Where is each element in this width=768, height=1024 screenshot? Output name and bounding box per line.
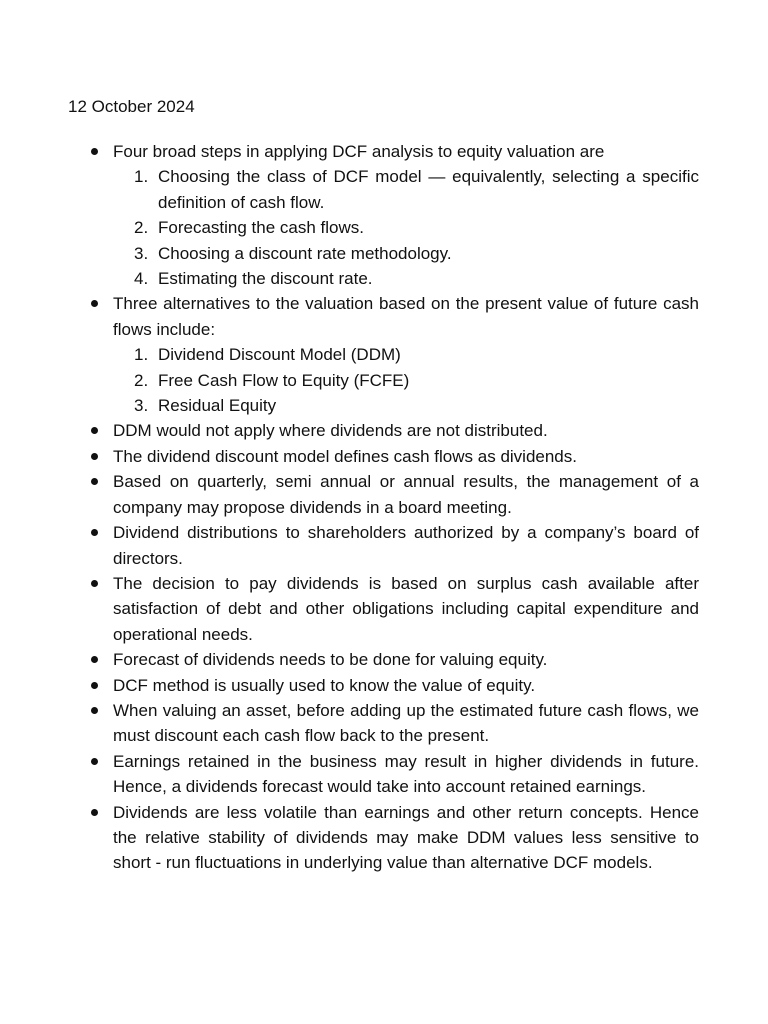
numbered-item [134, 241, 699, 266]
bullet-dot-icon [91, 758, 98, 765]
bullet-dot-icon [91, 300, 98, 307]
bullet-text: Earnings retained in the business may result in higher dividends in future. Hence, a dividends forecast would take into account retained earnings. [113, 751, 699, 797]
numbered-item [134, 368, 699, 393]
bullet-dot-icon [91, 707, 98, 714]
bullet-dot-icon [91, 478, 98, 485]
bullet-item [113, 291, 699, 418]
bullet-item [113, 444, 699, 469]
numbered-item [134, 266, 699, 291]
bullet-text: Dividend distributions to shareholders authorized by a company’s board of directors. [113, 523, 699, 568]
numbered-sublist [113, 164, 699, 291]
item-text: Residual Equity [158, 396, 277, 416]
bullet-item [113, 673, 699, 698]
bullet-item [113, 520, 699, 571]
item-text: Forecasting the cash flows. [158, 218, 364, 238]
bullet-text: Based on quarterly, semi annual or annual results, the management of a company may propose dividends in a board meeting. [113, 472, 699, 517]
bullet-item [113, 469, 699, 520]
numbered-sublist [113, 342, 699, 418]
bullet-list [113, 139, 699, 876]
bullet-text: Forecast of dividends needs to be done for valuing equity. [113, 650, 548, 670]
bullet-item [113, 139, 699, 291]
bullet-text: When valuing an asset, before adding up the estimated future cash flows, we must discount each cash flow back to the present. [113, 700, 699, 746]
numbered-item [134, 393, 699, 418]
numbered-item [134, 164, 699, 215]
bullet-item [113, 800, 699, 876]
bullet-item [113, 418, 699, 443]
item-text: Estimating the discount rate. [158, 269, 373, 289]
bullet-dot-icon [91, 427, 98, 434]
bullet-text: The decision to pay dividends is based on surplus cash available after satisfaction of debt and other obligations including capital expenditure and operational needs. [113, 573, 699, 644]
bullet-text: Three alternatives to the valuation based on the present value of future cash flows include: [113, 294, 699, 339]
bullet-item [113, 647, 699, 672]
item-number: 2. [134, 370, 149, 390]
bullet-text: Dividends are less volatile than earnings and other return concepts. Hence the relative stability of dividends may make DDM values less sensitive to short - run fluctuations in underlying value than alternative DCF models. [113, 802, 699, 873]
bullet-dot-icon [91, 656, 98, 663]
bullet-dot-icon [91, 682, 98, 689]
item-number: 3. [134, 243, 149, 263]
bullet-text: DDM would not apply where dividends are not distributed. [113, 421, 548, 441]
bullet-dot-icon [91, 453, 98, 460]
item-number: 1. [134, 345, 149, 365]
bullet-item [113, 571, 699, 647]
item-number: 2. [134, 218, 149, 238]
item-text: Choosing the class of DCF model — equivalently, selecting a specific definition of cash flow. [158, 167, 699, 212]
bullet-dot-icon [91, 148, 98, 155]
bullet-dot-icon [91, 529, 98, 536]
item-text: Free Cash Flow to Equity (FCFE) [158, 370, 410, 390]
bullet-item [113, 698, 699, 749]
item-number: 1. [134, 167, 149, 187]
bullet-text: DCF method is usually used to know the value of equity. [113, 675, 536, 695]
bullet-item [113, 749, 699, 800]
bullet-text: The dividend discount model defines cash flows as dividends. [113, 446, 577, 466]
bullet-text: Four broad steps in applying DCF analysis to equity valuation are [113, 142, 605, 161]
bullet-dot-icon [91, 809, 98, 816]
item-number: 4. [134, 269, 149, 289]
item-number: 3. [134, 396, 149, 416]
document-date: 12 October 2024 [68, 97, 195, 116]
item-text: Choosing a discount rate methodology. [158, 243, 452, 263]
item-text: Dividend Discount Model (DDM) [158, 345, 401, 365]
numbered-item [134, 342, 699, 367]
numbered-item [134, 215, 699, 240]
bullet-dot-icon [91, 580, 98, 587]
